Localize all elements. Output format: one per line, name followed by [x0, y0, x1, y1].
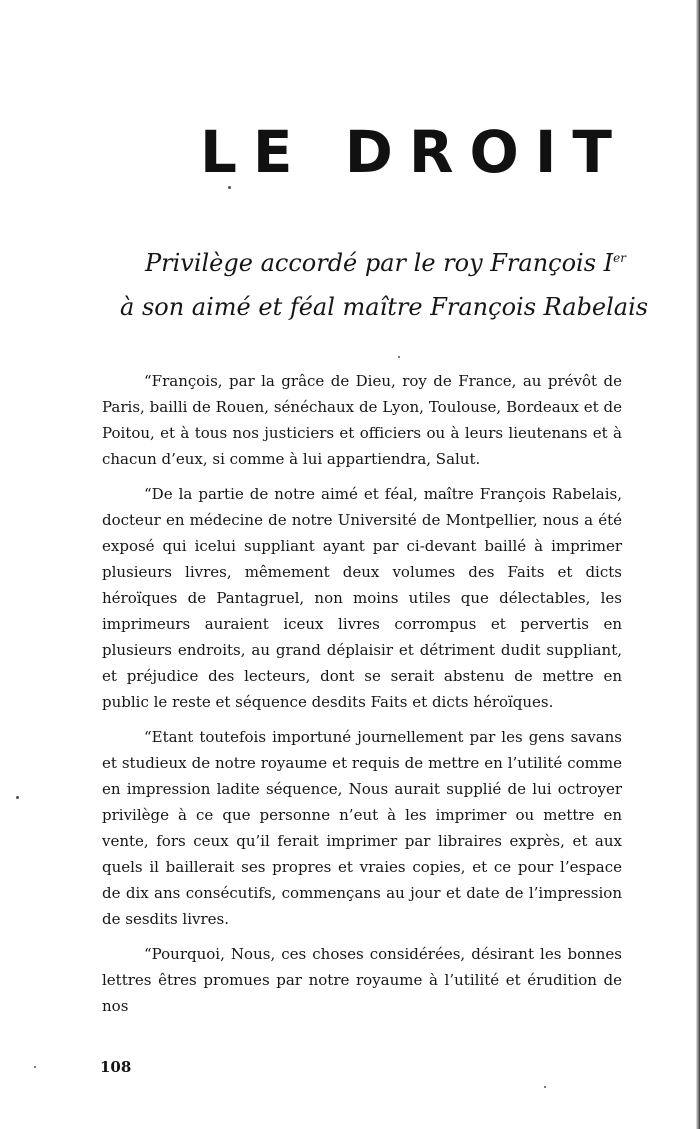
scan-speck: [544, 1086, 546, 1088]
paragraph-4: “Pourquoi, Nous, ces choses considérées, désirant les bonnes lettres êtres promues par notre royaume à l’utilité et érudition de nos: [102, 945, 622, 1015]
body-text: [102, 368, 622, 1028]
subtitle-line-2: à son aimé et féal maître François Rabelais: [120, 293, 649, 321]
scan-speck: [16, 796, 19, 799]
page-number: 108: [100, 1058, 132, 1076]
paragraph-3: “Etant toutefois importuné journellement par les gens savans et studieux de notre royaume et requis de mettre en l’utilité comme en impression ladite séquence, Nous aurait supplié de lui octroyer privilège à ce que personne n’eut à les imprimer ou mettre en vente, fors ceux qu’il ferait imprimer par libraires exprès, et aux quels il baillerait ses propres et vraies copies, et ce pour l’espace de dix ans consécutifs, commençans au jour et date de l’impression de sesdits livres.: [102, 728, 622, 928]
subtitle-line-1-text: Privilège accordé par le roy François I: [144, 249, 614, 277]
paragraph-2: “De la partie de notre aimé et féal, maître François Rabelais, docteur en médecine de notre Université de Montpellier, nous a été exposé qui icelui suppliant ayant par ci-devant baillé à imprimer plusieurs livres, mêmement deux volumes des Faits et dicts héroïques de Pantagruel, non moins utiles que délectables, les imprimeurs auraient iceux livres corrompus et pervertis en plusieurs endroits, au grand déplaisir et détriment dudit suppliant, et préjudice des lecteurs, dont se serait abstenu de mettre en public le reste et séquence desdits Faits et dicts héroïques.: [102, 485, 622, 711]
page-edge-shadow: [696, 0, 700, 1129]
paragraph-1: “François, par la grâce de Dieu, roy de France, au prévôt de Paris, bailli de Rouen, sénéchaux de Lyon, Toulouse, Bordeaux et de Poitou, et à tous nos justiciers et officiers ou à leurs lieutenans et à chacun d’eux, si comme à lui appartiendra, Salut.: [102, 372, 622, 468]
page-title: LE DROIT: [199, 118, 628, 186]
subtitle: [120, 236, 649, 329]
scan-speck: [228, 186, 231, 189]
subtitle-line-1: [120, 236, 626, 285]
subtitle-superscript: er: [613, 251, 626, 265]
scan-speck: [398, 356, 400, 358]
scan-speck: [34, 1066, 36, 1068]
